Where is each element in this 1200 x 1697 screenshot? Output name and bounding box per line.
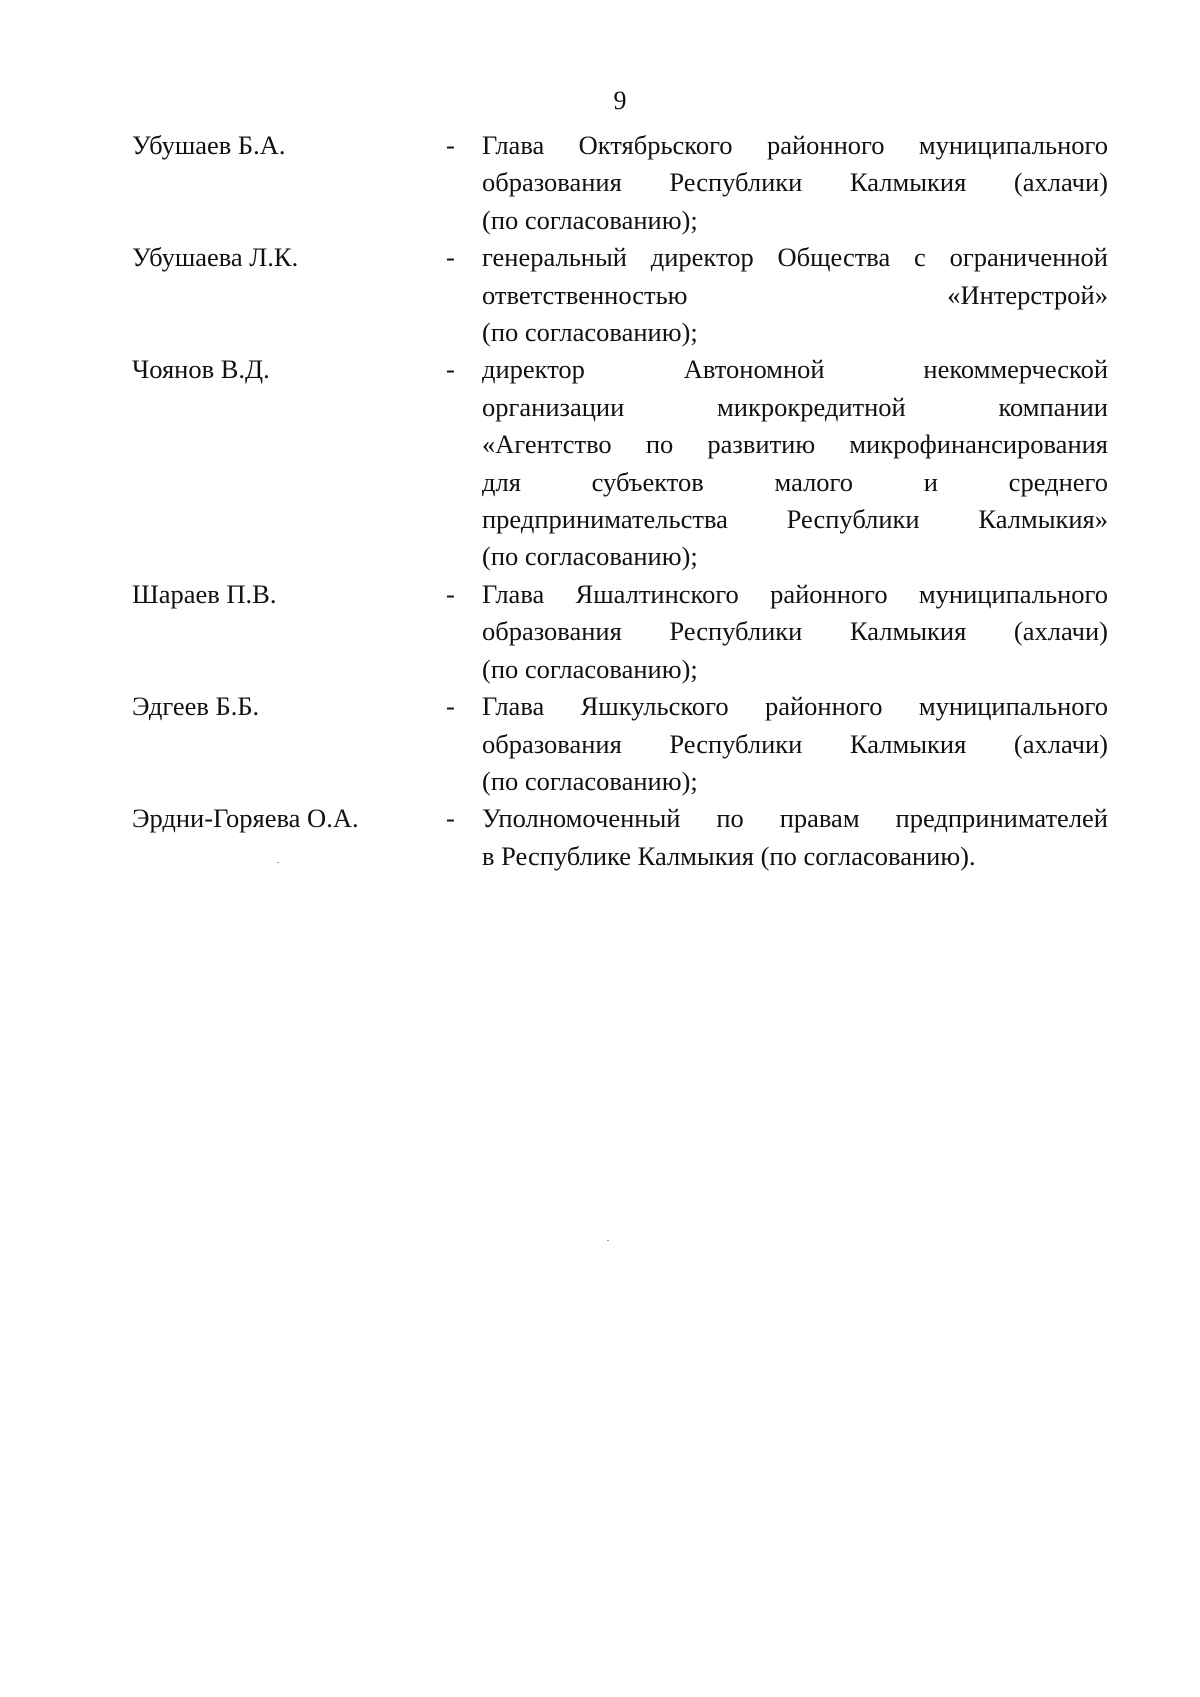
- role-line: образования Республики Калмыкия (ахлачи): [482, 728, 1108, 759]
- role-line: организации микрокредитной компании: [482, 391, 1108, 422]
- role-line: генеральный директор Общества с ограниченной: [482, 242, 1108, 273]
- member-role: [482, 239, 1108, 351]
- member-name: Эрдни-Горяева О.А.: [132, 803, 359, 834]
- member-entry: [132, 351, 1108, 575]
- member-entry: [132, 576, 1108, 688]
- member-dash: -: [446, 130, 455, 160]
- member-name: Убушаева Л.К.: [132, 242, 299, 273]
- scan-speck: [277, 862, 279, 863]
- role-line: Глава Октябрьского районного муниципального: [482, 130, 1108, 160]
- member-name: Шараев П.В.: [132, 578, 277, 609]
- role-line: (по согласованию);: [482, 765, 698, 796]
- page-number: 9: [613, 86, 627, 115]
- member-role: [482, 688, 1108, 800]
- role-line: (по согласованию);: [482, 653, 698, 684]
- role-line: образования Республики Калмыкия (ахлачи): [482, 616, 1108, 647]
- role-line: Глава Яшкульского районного муниципального: [482, 691, 1108, 722]
- member-name: Эдгеев Б.Б.: [132, 691, 260, 722]
- member-entry: [132, 800, 1108, 875]
- member-entry: [132, 127, 1108, 239]
- member-name: Чоянов В.Д.: [132, 354, 270, 385]
- member-role: [482, 127, 1108, 239]
- member-entry: [132, 688, 1108, 800]
- role-line: (по согласованию);: [482, 541, 698, 572]
- role-line: (по согласованию);: [482, 204, 698, 235]
- role-line: ответственностью «Интерстрой»: [482, 279, 1108, 310]
- role-line: для субъектов малого и среднего: [482, 466, 1108, 497]
- role-line: (по согласованию);: [482, 317, 698, 348]
- member-dash: -: [446, 354, 455, 385]
- role-line: предпринимательства Республики Калмыкия»: [482, 504, 1108, 535]
- member-role: [482, 576, 1108, 688]
- role-line: Уполномоченный по правам предпринимателей: [482, 803, 1108, 834]
- members-list: [132, 127, 1108, 875]
- role-line: в Республике Калмыкия (по согласованию).: [482, 840, 976, 871]
- role-line: «Агентство по развитию микрофинансирования: [482, 429, 1108, 460]
- role-line: директор Автономной некоммерческой: [482, 354, 1108, 385]
- scan-speck: [607, 1240, 609, 1241]
- member-role: [482, 351, 1108, 575]
- role-line: Глава Яшалтинского районного муниципального: [482, 578, 1108, 609]
- member-dash: -: [446, 242, 455, 273]
- member-role: [482, 800, 1108, 875]
- member-dash: -: [446, 691, 455, 722]
- member-dash: -: [446, 578, 455, 609]
- role-line: образования Республики Калмыкия (ахлачи): [482, 167, 1108, 198]
- member-entry: [132, 239, 1108, 351]
- member-name: Убушаев Б.А.: [132, 130, 286, 160]
- member-dash: -: [446, 803, 455, 834]
